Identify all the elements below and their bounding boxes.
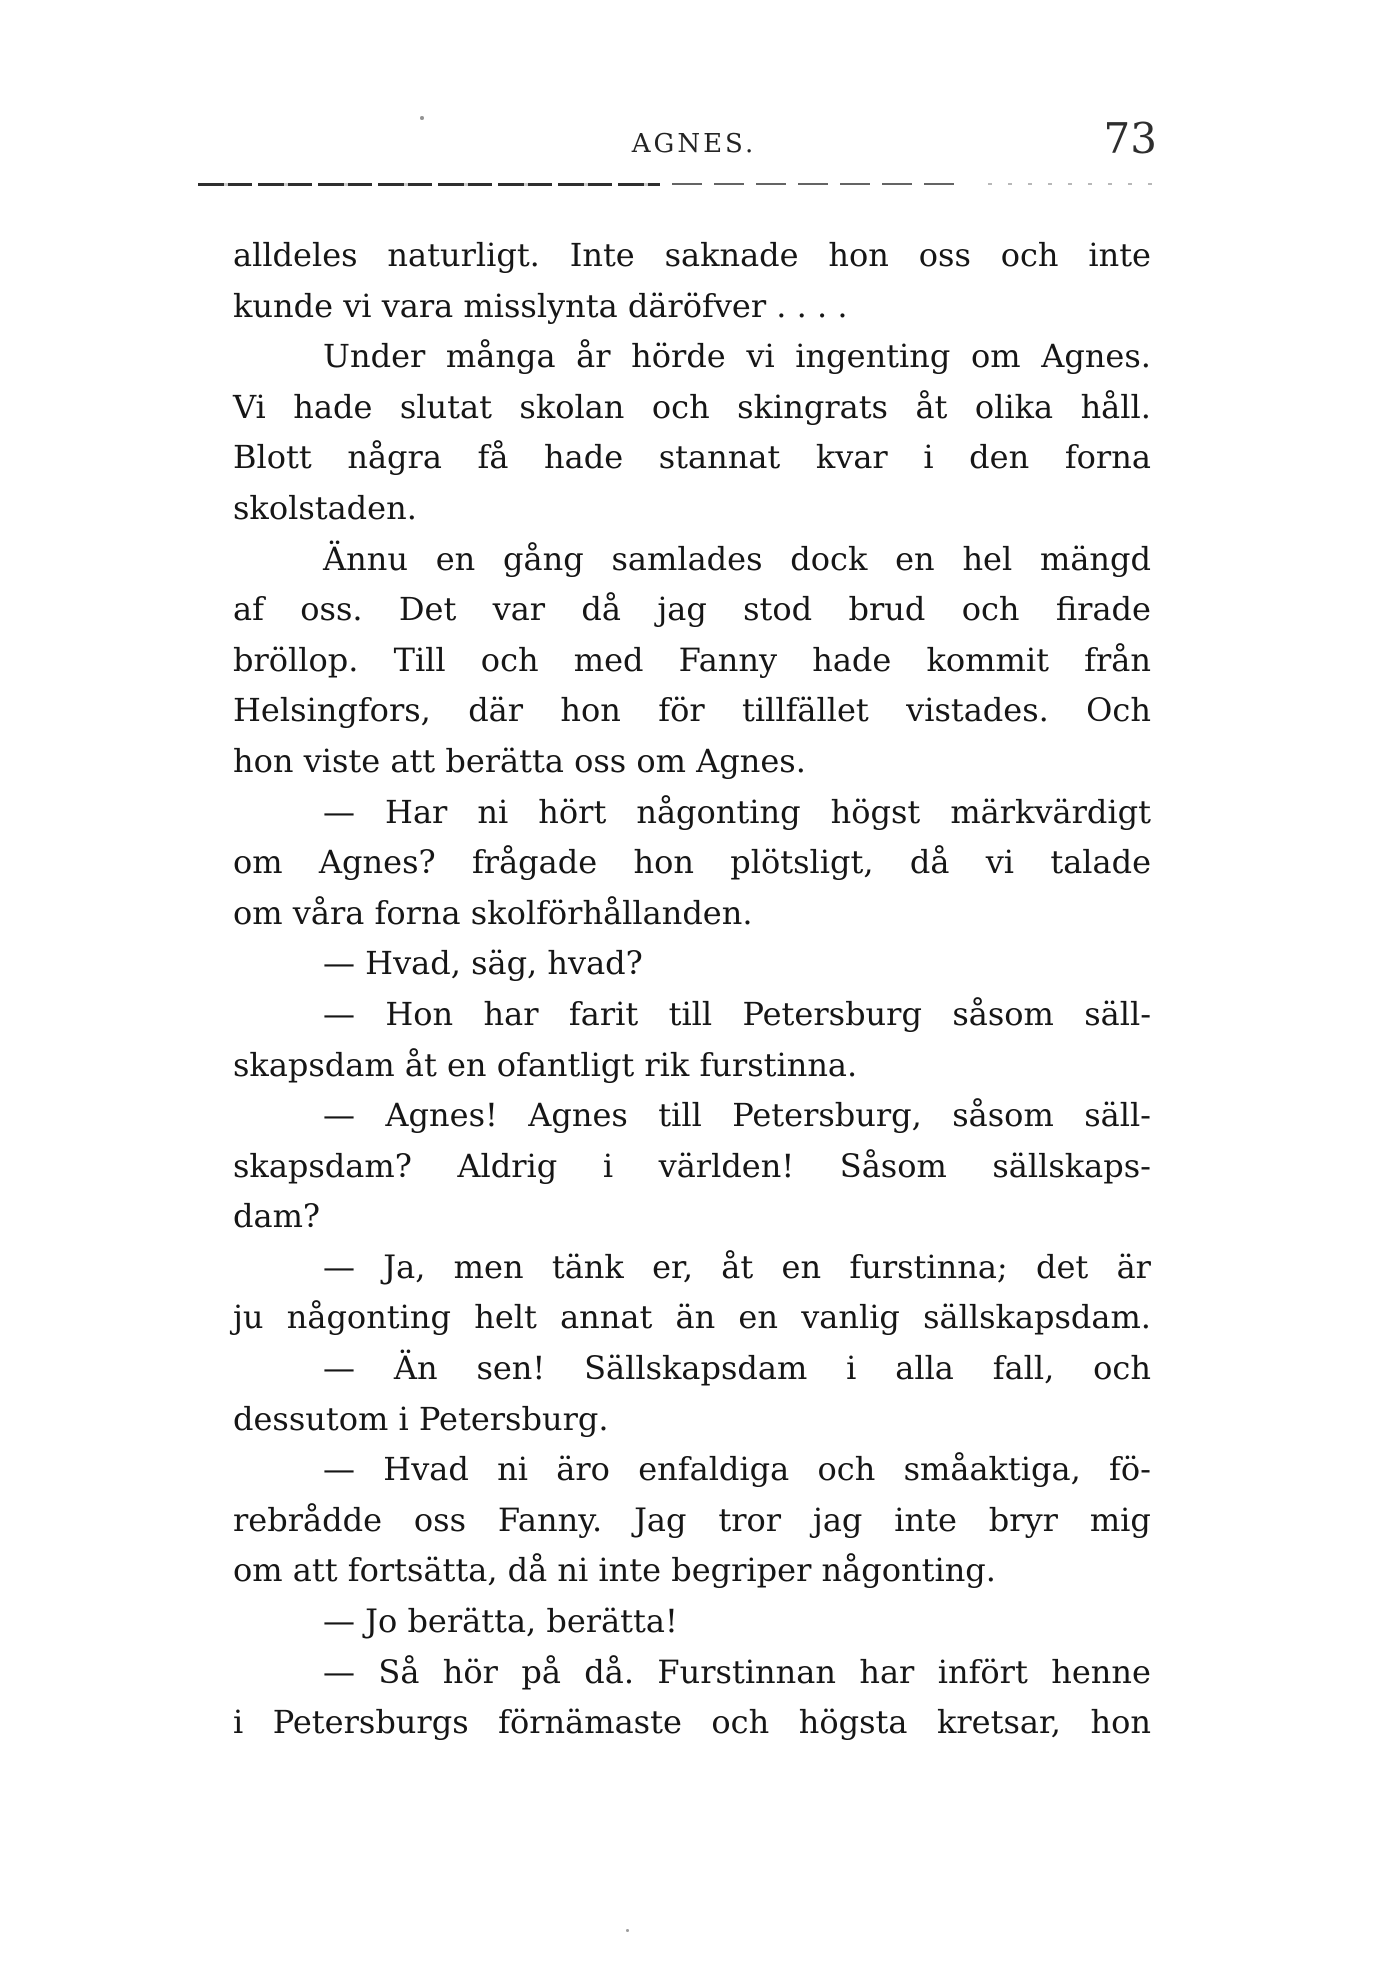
text-line: skolstaden. [233,488,417,527]
text-line: — Hvad, säg, hvad? [323,944,643,983]
text-line: — Ja, men tänk er, åt en furstinna; det är [323,1247,1151,1286]
text-line: Ännu en gång samlades dock en hel mängd [323,539,1151,578]
running-title: AGNES. [631,129,757,159]
text-line: Blott några få hade stannat kvar i den forna [233,438,1151,477]
text-line: af oss. Det var då jag stod brud och firade [233,590,1151,629]
text-line: Helsingfors, där hon för tillfället vistades. Och [233,691,1151,730]
text-line: Under många år hörde vi ingenting om Agnes. [323,337,1151,376]
ink-speck [420,116,424,120]
ink-speck [626,1929,629,1932]
text-line: — Så hör på då. Furstinnan har infört henne [323,1652,1151,1691]
text-line: om att fortsätta, då ni inte begriper någonting. [233,1551,996,1590]
text-line: — Jo berätta, berätta! [323,1602,678,1641]
text-line: i Petersburgs förnämaste och högsta kretsar, hon [233,1703,1151,1742]
text-line: — Hon har farit till Petersburg såsom säll- [323,994,1151,1033]
header-rule [0,183,1388,189]
text-line: — Än sen! Sällskapsdam i alla fall, och [323,1349,1151,1388]
text-line: alldeles naturligt. Inte saknade hon oss och inte [233,236,1151,274]
rule-segment [672,183,958,185]
text-line: bröllop. Till och med Fanny hade kommit från [233,640,1151,679]
text-line: om våra forna skolförhållanden. [233,893,753,932]
text-line: kunde vi vara misslynta däröfver . . . . [233,286,848,325]
text-line: dessutom i Petersburg. [233,1399,609,1438]
text-line: rebrådde oss Fanny. Jag tror jag inte bryr mig [233,1500,1151,1539]
text-line: skapsdam? Aldrig i världen! Såsom sällskaps- [233,1146,1151,1185]
text-line: dam? [233,1197,321,1236]
text-line: — Agnes! Agnes till Petersburg, såsom säll- [323,1096,1151,1135]
rule-segment [198,183,660,186]
text-block [233,230,1151,1748]
text-line: Vi hade slutat skolan och skingrats åt olika håll. [233,387,1151,426]
text-line: skapsdam åt en ofantligt rik furstinna. [233,1045,858,1084]
rule-segment [988,183,1160,185]
text-line: om Agnes? frågade hon plötsligt, då vi talade [233,843,1151,882]
page-number: 73 [1103,114,1157,163]
text-line: — Hvad ni äro enfaldiga och småaktiga, fö- [323,1450,1151,1489]
text-line: — Har ni hört någonting högst märkvärdigt [323,792,1151,831]
text-line: ju någonting helt annat än en vanlig sällskapsdam. [233,1298,1151,1337]
text-line: hon viste att berätta oss om Agnes. [233,741,806,780]
